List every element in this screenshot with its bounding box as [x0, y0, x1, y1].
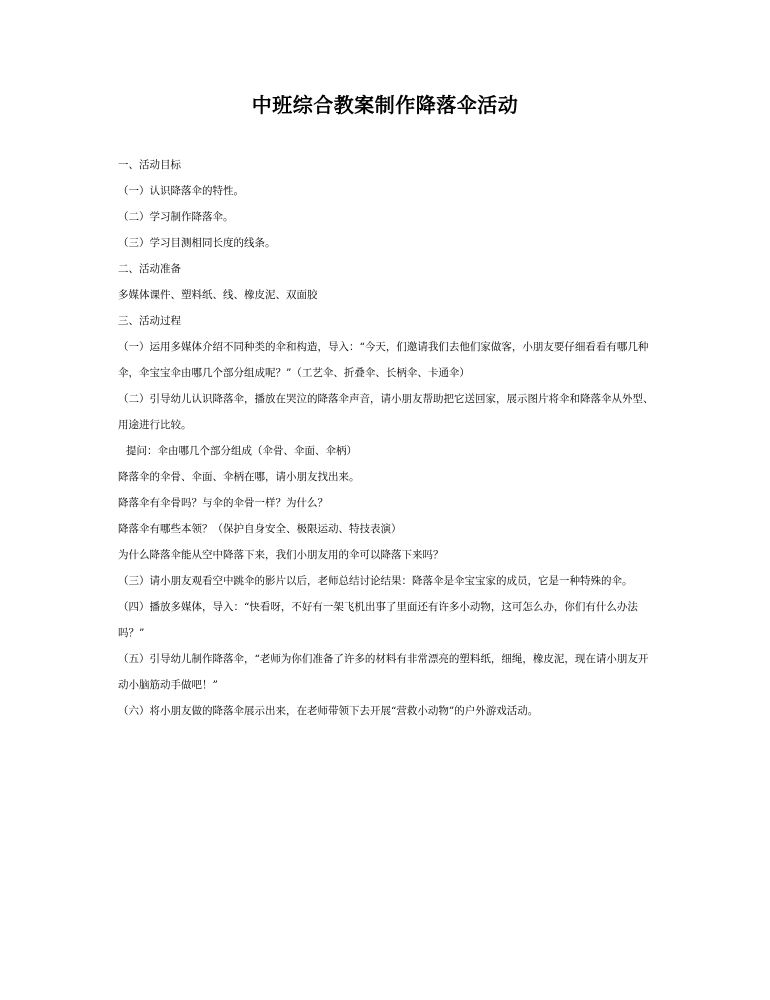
question-find-parts: 降落伞的伞骨、伞面、伞柄在哪，请小朋友找出来。	[118, 471, 360, 483]
document-body	[118, 152, 658, 724]
section-heading-preparation: 二、活动准备	[118, 263, 181, 275]
process-step-4: （四）播放多媒体，导入：“快看呀，不好有一架飞机出事了里面还有许多小动物，这可怎么办，你们有什么办法吗？”	[118, 601, 638, 639]
question-parts: 提问：伞由哪几个部分组成（伞骨、伞面、伞柄）	[126, 445, 357, 457]
process-step-2: （二）引导幼儿认识降落伞，播放在哭泣的降落伞声音，请小朋友帮助把它送回家，展示图片将伞和降落伞从外型、用途进行比较。	[118, 393, 654, 431]
goal-item-3: （三）学习目测相同长度的线条。	[118, 237, 276, 249]
process-step-5: （五）引导幼儿制作降落伞，“老师为你们准备了许多的材料有非常漂亮的塑料纸，细绳，橡皮泥，现在请小朋友开动小脑筋动手做吧！”	[118, 653, 649, 691]
goal-item-1: （一）认识降落伞的特性。	[118, 185, 244, 197]
question-abilities: 降落伞有哪些本领？（保护自身安全、极限运动、特技表演）	[118, 523, 402, 535]
process-step-6: （六）将小朋友做的降落伞展示出来，在老师带领下去开展“营救小动物”的户外游戏活动。	[118, 705, 539, 717]
document-title: 中班综合教案制作降落伞活动	[251, 93, 519, 117]
section-heading-process: 三、活动过程	[118, 315, 181, 327]
preparation-materials: 多媒体课件、塑料纸、线、橡皮泥、双面胶	[118, 289, 318, 301]
section-heading-goals: 一、活动目标	[118, 159, 181, 171]
question-ribs: 降落伞有伞骨吗？与伞的伞骨一样？为什么？	[118, 497, 328, 509]
process-step-1: （一）运用多媒体介绍不同种类的伞和构造，导入：“今天，们邀请我们去他们家做客，小朋友要仔细看看有哪几种伞，伞宝宝伞由哪几个部分组成呢？”（工艺伞、折叠伞、长柄伞、卡通伞）	[118, 341, 649, 379]
process-step-3: （三）请小朋友观看空中跳伞的影片以后，老师总结讨论结果：降落伞是伞宝宝家的成员，它是一种特殊的伞。	[118, 575, 633, 587]
goal-item-2: （二）学习制作降落伞。	[118, 211, 234, 223]
question-why-descend: 为什么降落伞能从空中降落下来，我们小朋友用的伞可以降落下来吗？	[118, 549, 444, 561]
